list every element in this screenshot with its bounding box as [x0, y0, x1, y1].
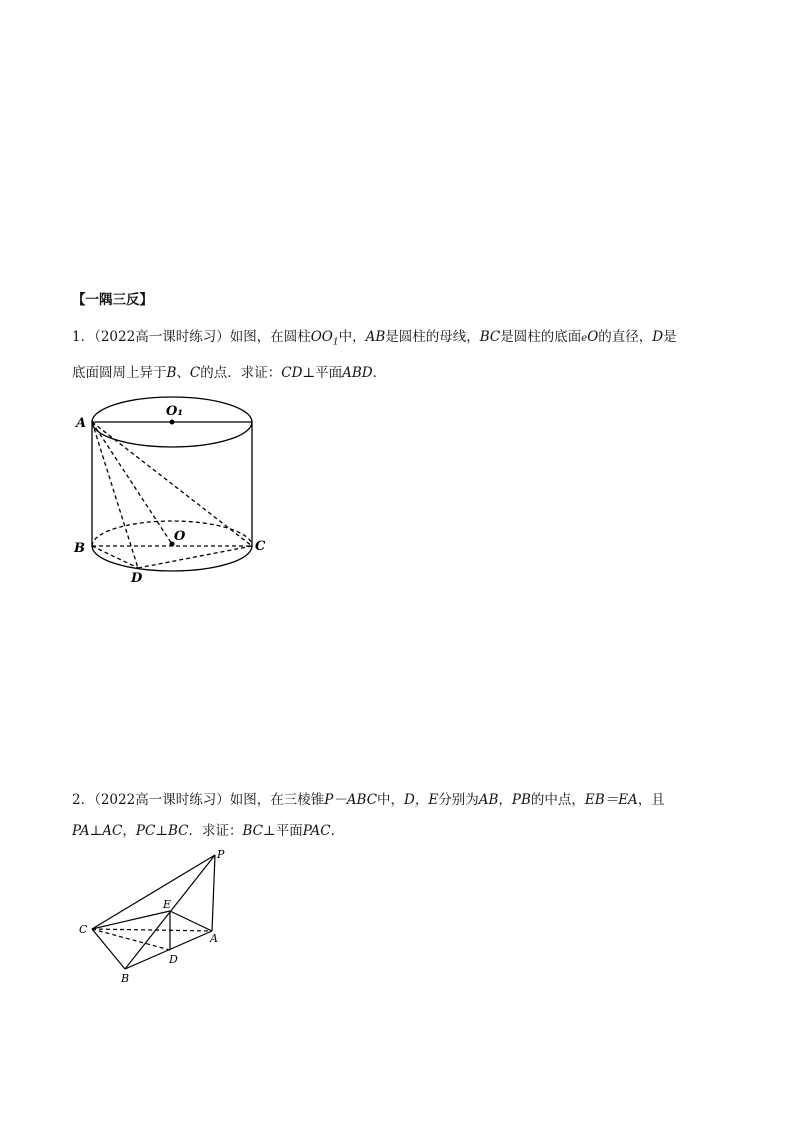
segment-dc — [138, 546, 252, 568]
question-2-line-1 — [72, 788, 665, 808]
text: ，且 — [637, 792, 665, 808]
text: 是圆柱的母线， — [385, 329, 480, 345]
text: 底面圆周上异于 — [72, 365, 167, 381]
segment-cd — [92, 929, 170, 950]
text: ．求证： — [188, 823, 243, 839]
label-d: D — [131, 571, 143, 586]
math-expr: AB，PB — [478, 792, 531, 808]
text: 是圆柱的底面 — [500, 329, 582, 345]
question-1-line-1 — [72, 325, 677, 348]
label-d: D — [169, 953, 178, 966]
math-expr: BC — [242, 823, 263, 839]
bottom-ellipse-front — [92, 546, 252, 571]
text: ⊥平面 — [302, 365, 343, 381]
text: 的点．求证： — [200, 365, 282, 381]
math-expr: BC — [479, 329, 501, 345]
segment-ca — [92, 929, 212, 931]
question-source: （2022高一课时练习）如图，在三棱锥 — [94, 792, 325, 808]
segment-ac — [92, 422, 252, 546]
math-expr: B — [166, 365, 177, 381]
math-expr: PA⊥AC — [72, 823, 123, 839]
label-o: O — [174, 529, 186, 544]
segment-ao — [92, 422, 172, 544]
cylinder-figure — [70, 395, 290, 595]
section-title: 【一隅三反】 — [72, 292, 153, 308]
label-c: C — [255, 539, 266, 554]
tetrahedron-figure — [70, 845, 240, 990]
math-expr: AB — [365, 329, 386, 345]
text: 分别为 — [438, 792, 479, 808]
math-expr: ABD — [342, 365, 373, 381]
question-number: 2． — [72, 792, 95, 808]
label-e: E — [163, 898, 172, 911]
math-expr: O — [587, 329, 599, 345]
text: ． — [372, 365, 387, 381]
question-number: 1． — [72, 329, 95, 345]
label-b: B — [74, 541, 85, 556]
segment-ea — [170, 911, 212, 931]
math-expr: PC⊥BC — [135, 823, 189, 839]
math-expr: PAC — [302, 823, 331, 839]
question-2-line-2 — [72, 819, 344, 839]
label-c: C — [79, 923, 88, 936]
math-expr: C — [189, 365, 201, 381]
text: ． — [330, 823, 345, 839]
question-1-line-2 — [72, 361, 386, 381]
text: ， — [122, 823, 136, 839]
math-expr: CD — [281, 365, 303, 381]
math-expr: D — [652, 329, 664, 345]
label-o1: O₁ — [166, 404, 184, 419]
math-expr: OO — [310, 329, 333, 345]
math-expr: D，E — [404, 792, 439, 808]
text: 中， — [377, 792, 405, 808]
edge-cp — [92, 855, 215, 929]
text: 中， — [338, 329, 366, 345]
math-subscript: 1 — [332, 337, 339, 348]
question-source: （2022高一课时练习）如图，在圆柱 — [94, 329, 311, 345]
edge-pa — [212, 855, 215, 931]
label-a: A — [210, 932, 218, 945]
label-p: P — [217, 848, 225, 861]
edge-cb — [92, 929, 125, 969]
label-a: A — [76, 416, 87, 431]
label-b: B — [121, 972, 130, 985]
text: 是 — [663, 329, 677, 345]
text: 的中点， — [530, 792, 585, 808]
math-expr: P－ABC — [324, 792, 378, 808]
math-expr: EB＝EA — [584, 792, 638, 808]
text: ⊥平面 — [263, 823, 303, 839]
point-o1 — [170, 420, 175, 425]
math-expr: e — [581, 333, 588, 344]
text: 、 — [176, 365, 190, 381]
text: 的直径， — [598, 329, 653, 345]
